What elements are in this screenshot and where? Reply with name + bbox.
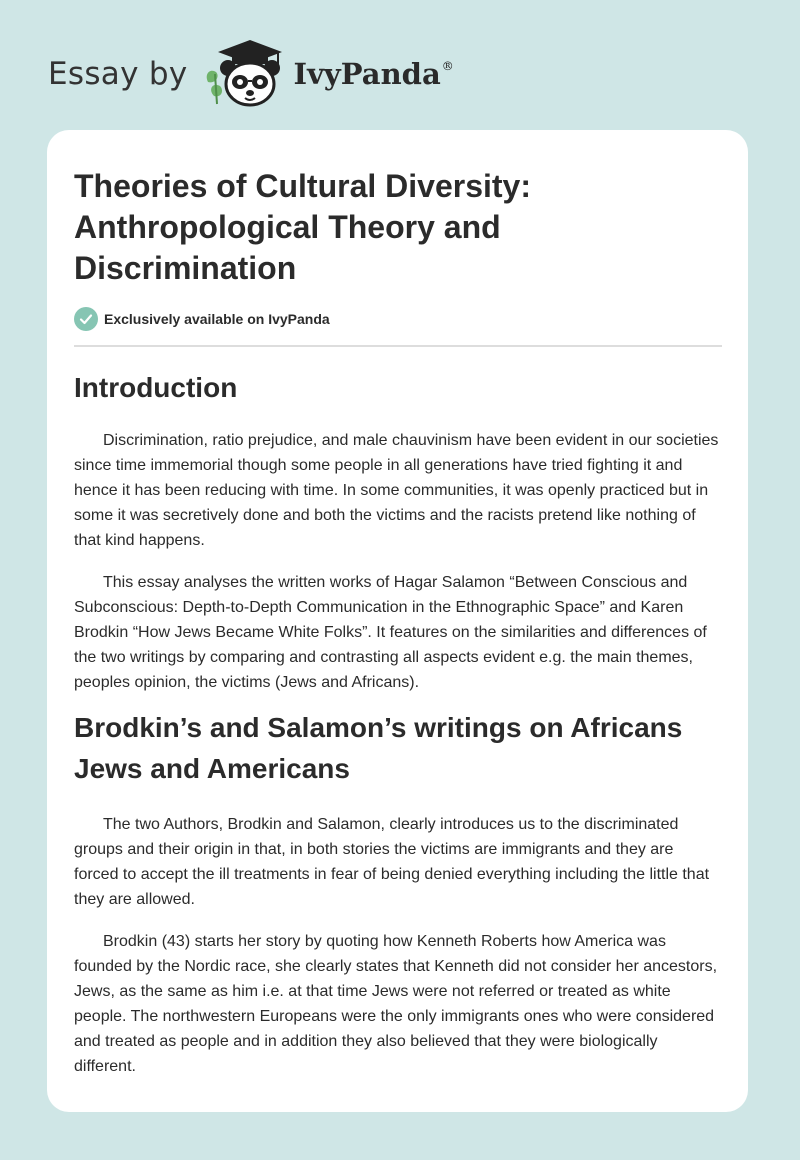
section-heading-introduction: Introduction xyxy=(74,372,238,403)
paragraph: Brodkin (43) starts her story by quoting how Kenneth Roberts how America was founded by the Nordic race, she clearly states that Kenneth did not consider her ancestors, Jews, as the same as him i.e. at that time Jews were not referred or treated as white people. The northwestern Europeans were the only immigrants ones who were considered and treated as people and in addition they also believed that they were biologically different. xyxy=(74,933,718,1075)
paragraph: The two Authors, Brodkin and Salamon, clearly introduces us to the discriminated groups and their origin in that, in both stories the victims are immigrants and they are forced to accept the ill treatments in fear of being denied everything including the little that they are allowed. xyxy=(74,816,710,908)
exclusive-badge xyxy=(74,307,722,331)
brand-name[interactable]: IvyPanda® xyxy=(293,57,454,91)
essay-title: Theories of Cultural Diversity: Anthropological Theory and Discrimination xyxy=(74,168,531,286)
registered-mark: ® xyxy=(441,59,454,73)
essay-card xyxy=(47,130,748,1112)
badge-label: Exclusively available on IvyPanda xyxy=(104,311,330,327)
section-heading-writings: Brodkin’s and Salamon’s writings on Africans Jews and Americans xyxy=(74,712,683,784)
check-circle-icon xyxy=(74,307,98,331)
brand-prefix: Essay by xyxy=(48,56,188,92)
divider xyxy=(74,345,722,347)
leaf-icon xyxy=(206,71,221,104)
paragraph: This essay analyses the written works of Hagar Salamon “Between Conscious and Subconscious: Depth-to-Depth Communication in the Ethnographic Space” and Karen Brodkin “How Jews Became White Folks”. It features on the similarities and differences of the two writings by comparing and contrasting all aspects evident e.g. the main themes, peoples opinion, the victims (Jews and Africans). xyxy=(74,574,707,691)
site-header xyxy=(48,36,454,112)
panda-graduate-icon xyxy=(200,38,292,110)
paragraph: Discrimination, ratio prejudice, and male chauvinism have been evident in our societies since time immemorial though some people in all generations have tried fighting it and hence it has been reducing with time. In some communities, it was openly practiced but in some it was secretively done and both the victims and the racists pretend like nothing of that kind happens. xyxy=(74,432,719,549)
